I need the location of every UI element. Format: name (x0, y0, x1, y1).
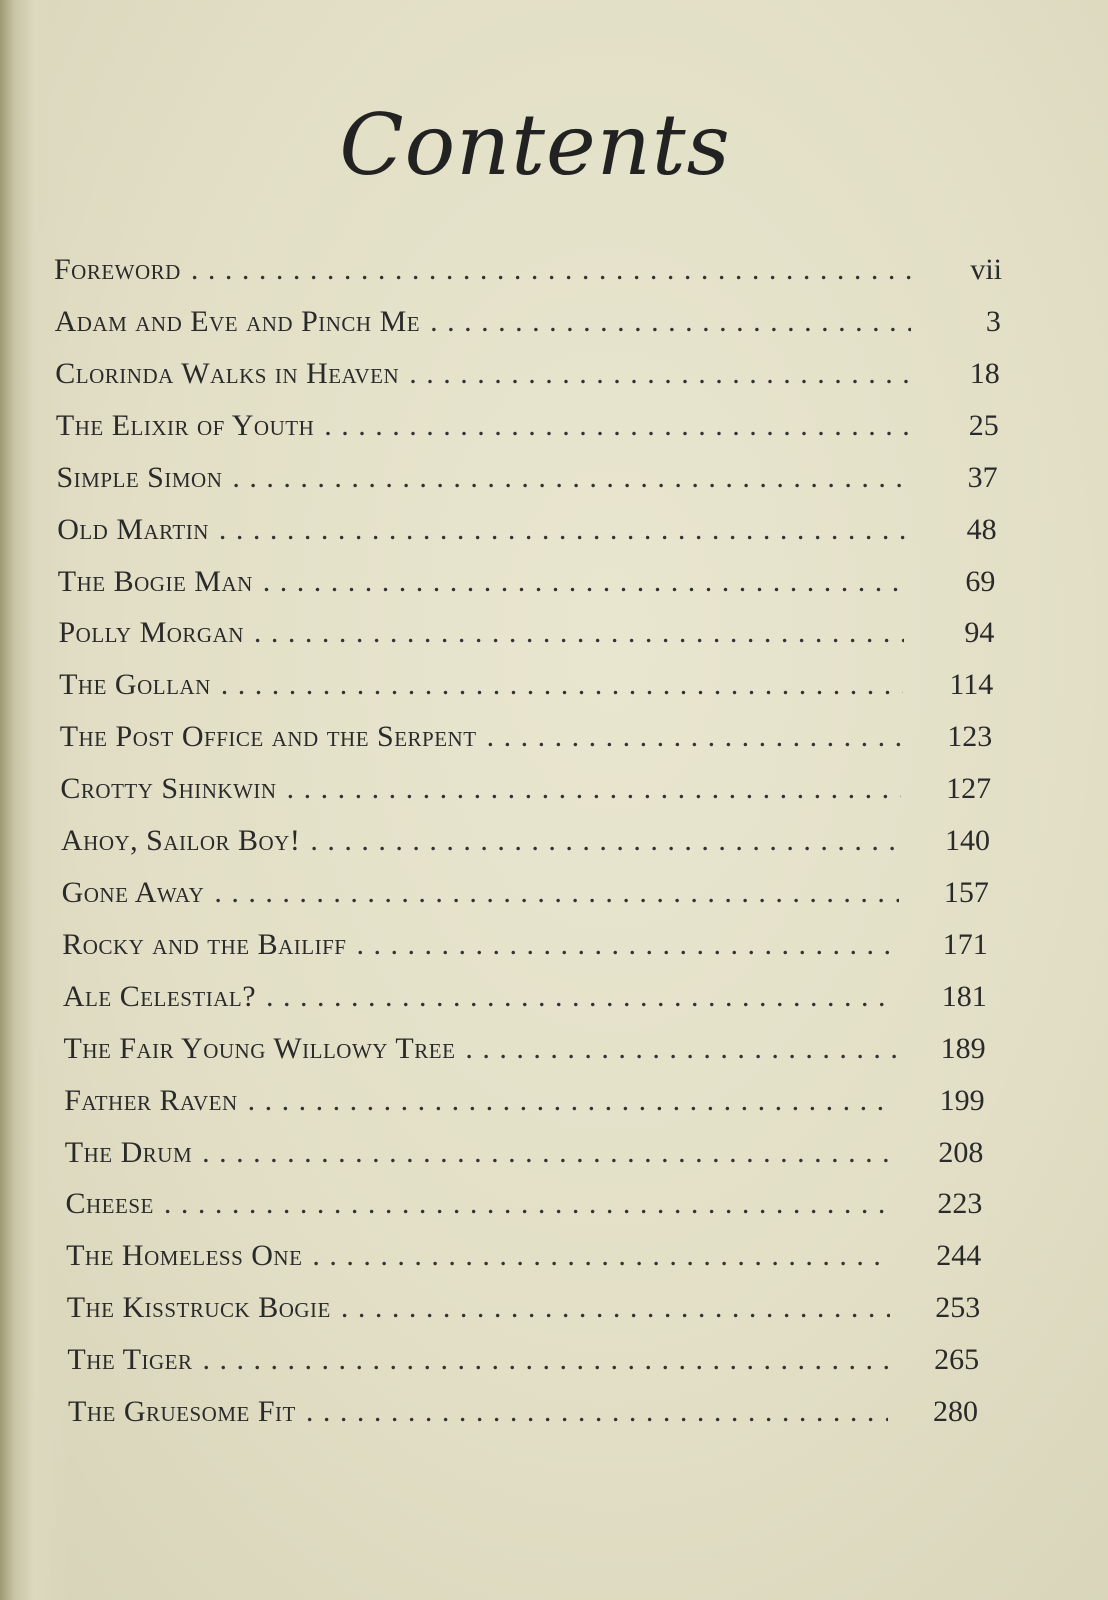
entry-page-number: 25 (968, 408, 999, 442)
dot-leader (191, 248, 912, 292)
entry-page-number: 37 (967, 460, 998, 494)
entry-page-number: 189 (940, 1031, 986, 1065)
toc-entry (57, 456, 998, 500)
dot-leader (310, 819, 900, 863)
entry-title: Clorinda Walks in Heaven (55, 356, 400, 390)
entry-title: The Fair Young Willowy Tree (63, 1031, 456, 1065)
toc-entry (58, 560, 996, 604)
entry-page-number: 253 (935, 1291, 981, 1325)
toc-entry (65, 1131, 984, 1175)
entry-page-number: 199 (939, 1083, 985, 1117)
entry-title: Gone Away (61, 875, 205, 909)
dot-leader (409, 352, 910, 396)
toc-entry (67, 1286, 981, 1330)
dot-leader (203, 1338, 890, 1382)
entry-page-number: 265 (934, 1343, 980, 1377)
toc-entry (55, 300, 1001, 344)
dot-leader (341, 1286, 890, 1330)
toc-entry (68, 1390, 978, 1434)
dot-leader (219, 508, 907, 552)
toc-entry (57, 508, 996, 552)
entry-page-number: vii (970, 253, 1002, 286)
entry-title: Ale Celestial? (62, 979, 257, 1013)
dot-leader (465, 1027, 895, 1071)
toc-entry (66, 1234, 981, 1278)
entry-page-number: 208 (938, 1135, 984, 1169)
entry-title: The Homeless One (66, 1239, 303, 1273)
toc-entry (62, 871, 989, 915)
entry-title: Crotty Shinkwin (60, 772, 277, 806)
entry-page-number: 244 (936, 1239, 982, 1273)
entry-page-number: 171 (942, 927, 988, 961)
toc-entry (64, 1079, 984, 1123)
entry-title: Cheese (65, 1187, 154, 1221)
toc-entry (56, 404, 999, 448)
toc-entry (59, 611, 995, 655)
dot-leader (312, 1234, 891, 1278)
dot-leader (232, 456, 907, 500)
entry-page-number: 18 (969, 356, 1000, 390)
dot-leader (214, 871, 899, 915)
entry-title: Ahoy, Sailor Boy! (61, 824, 301, 857)
entry-title: Adam and Eve and Pinch Me (54, 304, 421, 338)
toc-entry (63, 975, 987, 1019)
entry-page-number: 157 (943, 875, 989, 909)
page-title: Contents (339, 96, 731, 194)
dot-leader (202, 1131, 893, 1175)
toc-entry (61, 819, 990, 863)
entry-title: The Elixir of Youth (55, 408, 315, 442)
entry-page-number: 127 (946, 772, 992, 806)
toc-entry (60, 767, 991, 811)
dot-leader (324, 404, 908, 448)
entry-page-number: 48 (966, 512, 997, 546)
toc-entry (60, 715, 993, 759)
dot-leader (287, 767, 902, 811)
entry-page-number: 280 (933, 1395, 978, 1428)
entry-page-number: 94 (964, 616, 995, 650)
entry-title: Simple Simon (56, 460, 223, 494)
toc-entry (59, 663, 993, 707)
entry-page-number: 140 (945, 824, 990, 857)
entry-title: The Tiger (67, 1343, 193, 1377)
entry-page-number: 223 (937, 1187, 983, 1221)
entry-title: The Kisstruck Bogie (66, 1291, 331, 1325)
dot-leader (263, 560, 906, 604)
entry-page-number: 69 (965, 564, 996, 598)
toc-entry (62, 923, 988, 967)
dot-leader (221, 663, 904, 707)
dot-leader (356, 923, 897, 967)
toc-entry (54, 248, 1002, 292)
dot-leader (306, 1390, 888, 1434)
dot-leader (487, 715, 903, 759)
toc-entry (66, 1182, 983, 1226)
entry-title: The Gollan (59, 668, 211, 702)
entry-title: Foreword (54, 253, 181, 286)
dot-leader (254, 611, 904, 655)
entry-title: The Gruesome Fit (68, 1395, 296, 1428)
entry-title: Rocky and the Bailiff (62, 927, 347, 961)
toc-entry (67, 1338, 979, 1382)
entry-page-number: 3 (985, 304, 1001, 338)
entry-page-number: 181 (941, 979, 987, 1013)
entry-title: Old Martin (57, 512, 209, 546)
entry-title: The Drum (64, 1135, 193, 1169)
entry-page-number: 123 (947, 720, 993, 754)
dot-leader (164, 1182, 893, 1226)
entry-title: Father Raven (64, 1083, 238, 1117)
entry-title: The Bogie Man (57, 564, 253, 598)
dot-leader (430, 300, 911, 344)
entry-page-number: 114 (949, 668, 994, 702)
entry-title: Polly Morgan (58, 616, 244, 650)
dot-leader (266, 975, 897, 1019)
entry-title: The Post Office and the Serpent (59, 720, 477, 754)
toc-entry (64, 1027, 986, 1071)
dot-leader (248, 1079, 895, 1123)
toc-entry (55, 352, 1000, 396)
